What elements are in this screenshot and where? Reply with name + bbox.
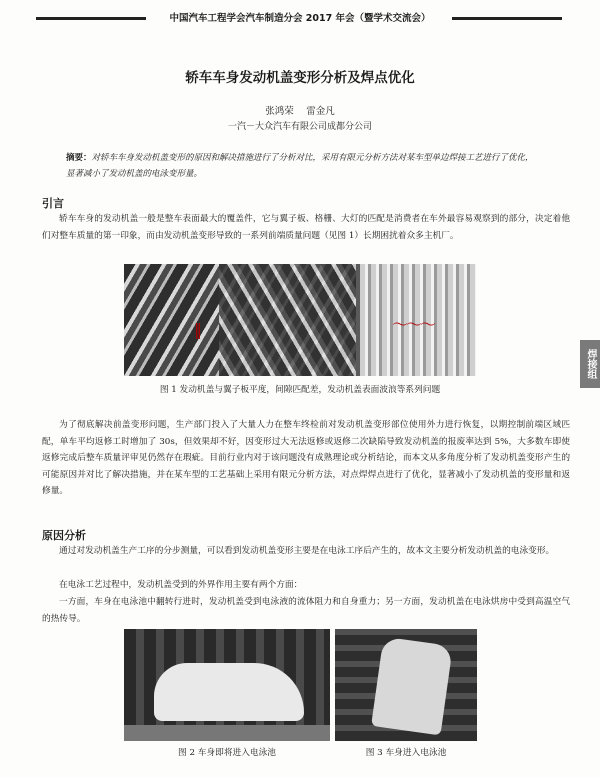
paper-title: 轿车车身发动机盖变形分析及焊点优化	[185, 70, 415, 86]
section-heading-cause: 原因分析	[42, 529, 86, 542]
fig1-wave-marker: ～～～	[392, 315, 435, 334]
paragraph-problem: 为了彻底解决前盖变形问题，生产部门投入了大量人力在整车终检前对发动机盖变形部位使用外力进行恢复，以期控制前端区域匹配，单车平均返修工时增加了 30s，但效果却不好，因变形过大无法返修或返修二次缺陷导致发动机盖的报废率达到 5%，大多数车即使返修完成后整车质量评审见仍然存在瑕疵。目前行业内对于该问题没有成熟理论或分析结论，而本文从多角度分析了发动机盖变形产生的可能原因并对比了解决措施，并在某车型的工艺基础上采用有限元分析方法，对点焊焊点进行了优化，显著减小了发动机盖的变形量和返修量。	[42, 420, 570, 496]
figure-3-caption: 图 3 车身进入电泳池	[365, 748, 447, 758]
paragraph-cause-2: 在电泳工艺过程中，发动机盖受到的外界作用主要有两个方面：	[59, 580, 303, 590]
abstract-label: 摘要：	[66, 153, 92, 163]
figure-2-caption: 图 2 车身即将进入电泳池	[178, 748, 276, 758]
fig1-gap-marker: ‖	[194, 320, 202, 339]
fig2-floor	[124, 725, 330, 741]
fig3-car-body	[371, 637, 453, 736]
section-side-tab: 焊接组	[580, 340, 600, 388]
running-header: 中国汽车工程学会汽车制造分会 2017 年会（暨学术交流会）	[169, 13, 431, 24]
abstract-text: 对轿车车身发动机盖变形的原因和解决措施进行了分析对比，采用有限元分析方法对某车型单边焊接工艺进行了优化，显著减小了发动机盖的电泳变形量。	[66, 153, 534, 179]
header-rule-right	[452, 17, 562, 20]
authors: 张鸿荣 雷金凡	[265, 106, 335, 117]
fig2-car-body	[154, 663, 304, 721]
paragraph-cause-3: 一方面，车身在电泳池中翻转行进时，发动机盖受到电泳液的流体阻力和自身重力；另一方面，发动机盖在电泳烘房中受到高温空气的热传导。	[42, 597, 570, 624]
figure-1-caption: 图 1 发动机盖与翼子板平度，间隙匹配差，发动机盖表面波浪等系列问题	[159, 385, 441, 395]
section-heading-intro: 引言	[42, 197, 64, 210]
figure-2-image	[124, 629, 330, 741]
paragraph-cause-1: 通过对发动机盖生产工序的分步测量，可以看到发动机盖变形主要是在电泳工序后产生的，故本文主要分析发动机盖的电泳变形。	[59, 546, 555, 556]
abstract	[66, 150, 536, 182]
figure-3-image	[335, 629, 477, 741]
header-rule-left	[36, 17, 146, 20]
figure-1-image	[124, 264, 476, 376]
affiliation: 一汽－大众汽车有限公司成都分公司	[227, 122, 372, 132]
fig1-photo-middle	[219, 264, 356, 376]
paragraph-intro: 轿车车身的发动机盖一般是整车表面最大的覆盖件，它与翼子板、格栅、大灯的匹配是消费者在车外最容易观察到的部分，决定着他们对整车质量的第一印象，而由发动机盖变形导致的一系列前端质量问题（见图 1）长期困扰着众多主机厂。	[42, 214, 570, 241]
